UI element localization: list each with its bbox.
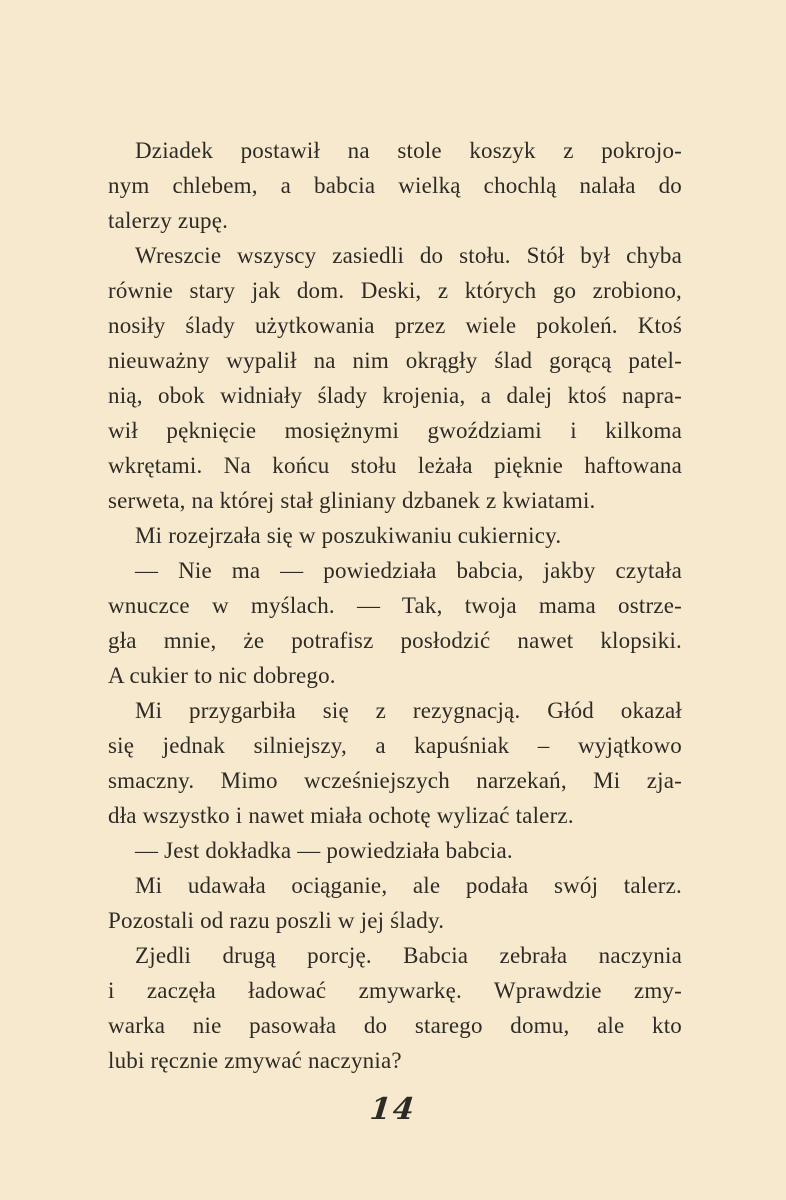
text-line: Zjedli drugą porcję. Babcia zebrała naczynia <box>135 943 682 968</box>
text-line: wkrętami. Na końcu stołu leżała pięknie haftowana <box>108 453 682 478</box>
paragraph <box>108 518 682 553</box>
paragraph <box>108 553 682 693</box>
text-line: Pozostali od razu poszli w jej ślady. <box>108 908 445 933</box>
paragraph <box>108 833 682 868</box>
text-line: Mi rozejrzała się w poszukiwaniu cukiernicy. <box>135 523 562 548</box>
text-line: A cukier to nic dobrego. <box>108 663 336 688</box>
page-number: 14 <box>368 1092 418 1127</box>
text-line: gła mnie, że potrafisz posłodzić nawet klopsiki. <box>108 628 682 653</box>
text-line: Mi przygarbiła się z rezygnacją. Głód okazał <box>135 698 682 723</box>
text-line: nosiły ślady użytkowania przez wiele pokoleń. Ktoś <box>108 313 682 338</box>
text-line: dła wszystko i nawet miała ochotę wylizać talerz. <box>108 803 574 828</box>
paragraph <box>108 693 682 833</box>
text-line: i zaczęła ładować zmywarkę. Wprawdzie zmy- <box>108 978 682 1003</box>
paragraph <box>108 938 682 1078</box>
paragraph <box>108 133 682 238</box>
text-line: smaczny. Mimo wcześniejszych narzekań, Mi zja- <box>108 768 682 793</box>
paragraph <box>108 238 682 518</box>
body-text <box>108 133 682 1078</box>
text-line: nią, obok widniały ślady krojenia, a dalej ktoś napra- <box>108 383 682 408</box>
paragraph <box>108 868 682 938</box>
text-line: Dziadek postawił na stole koszyk z pokrojo- <box>135 138 682 163</box>
text-line: serweta, na której stał gliniany dzbanek z kwiatami. <box>108 488 596 513</box>
text-line: warka nie pasowała do starego domu, ale kto <box>108 1013 682 1038</box>
text-line: nym chlebem, a babcia wielką chochlą nalała do <box>108 173 682 198</box>
text-line: talerzy zupę. <box>108 208 229 233</box>
text-line: się jednak silniejszy, a kapuśniak – wyjątkowo <box>108 733 682 758</box>
text-line: lubi ręcznie zmywać naczynia? <box>108 1048 402 1073</box>
text-line: — Jest dokładka — powiedziała babcia. <box>135 838 513 863</box>
text-line: Wreszcie wszyscy zasiedli do stołu. Stół był chyba <box>135 243 682 268</box>
text-line: — Nie ma — powiedziała babcia, jakby czytała <box>135 558 682 583</box>
text-line: równie stary jak dom. Deski, z których go zrobiono, <box>108 278 682 303</box>
text-line: nieuważny wypalił na nim okrągły ślad gorącą patel- <box>108 348 682 373</box>
text-line: Mi udawała ociąganie, ale podała swój talerz. <box>135 873 682 898</box>
text-line: wnuczce w myślach. — Tak, twoja mama ostrze- <box>108 593 682 618</box>
text-line: wił pęknięcie mosiężnymi gwoździami i kilkoma <box>108 418 682 443</box>
